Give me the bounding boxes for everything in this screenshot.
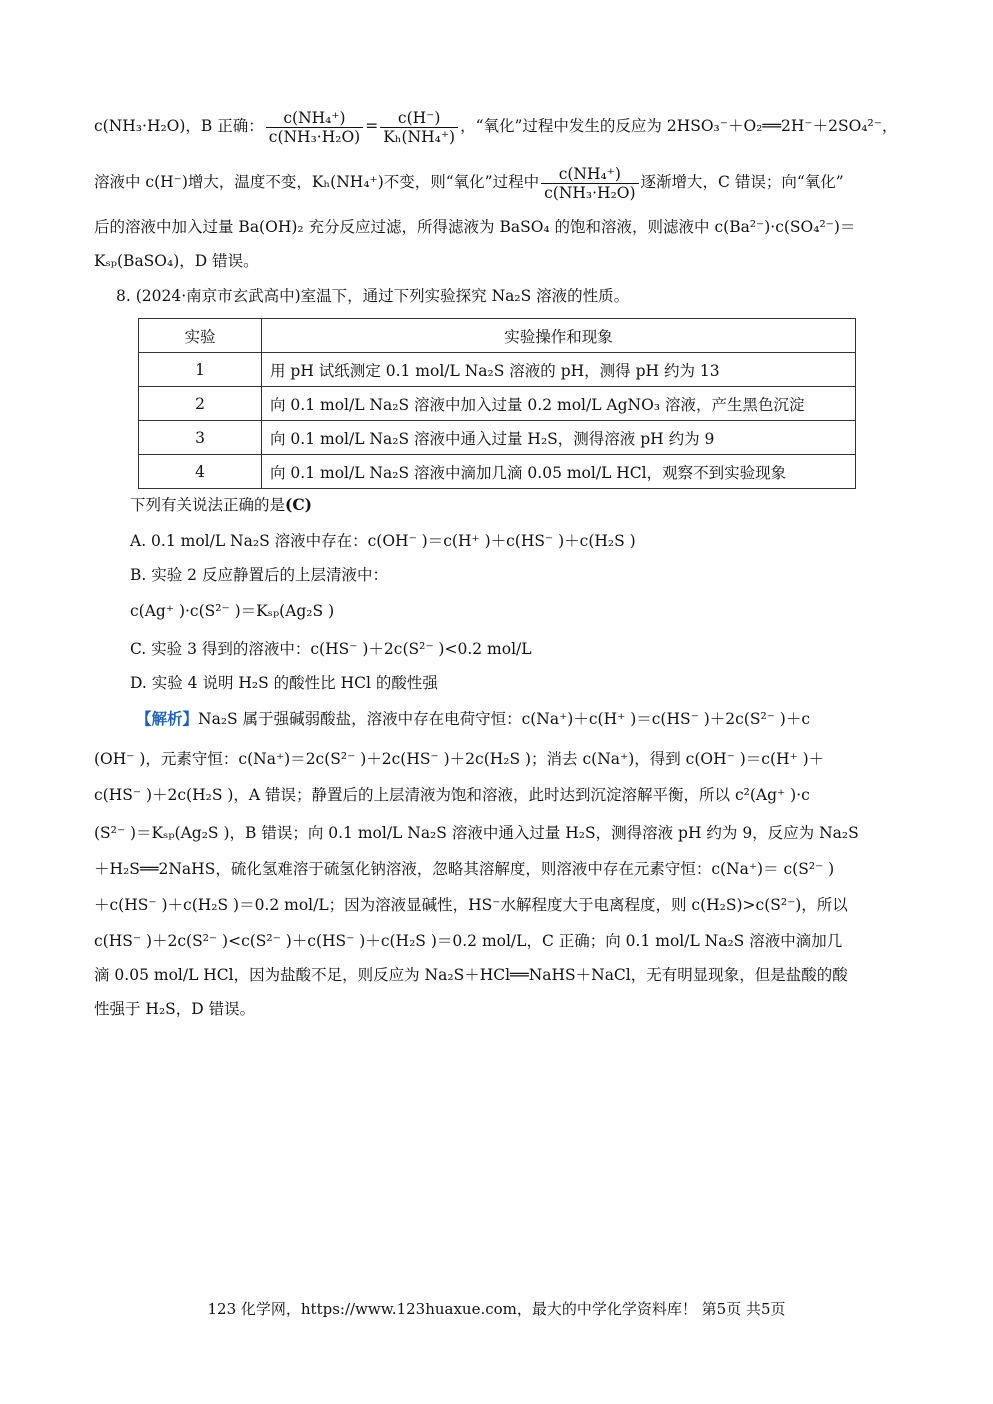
text: c(NH₃·H₂O)，B 正确： <box>94 117 264 135</box>
experiment-table <box>138 318 856 489</box>
table-header: 实验 <box>139 319 262 353</box>
analysis-line-8: 滴 0.05 mol/L HCl，因为盐酸不足，则反应为 Na₂S＋HCl══NaHS＋NaCl，无有明显现象，但是盐酸的酸 <box>94 966 848 984</box>
table-cell: 向 0.1 mol/L Na₂S 溶液中滴加几滴 0.05 mol/L HCl，观察不到实验现象 <box>262 455 856 489</box>
table-cell: 1 <box>139 353 262 387</box>
text: ，“氧化”过程中发生的反应为 2HSO₃⁻＋O₂══2H⁻＋2SO₄²⁻， <box>460 117 898 135</box>
fraction-numerator: c(NH₄⁺) <box>541 165 638 184</box>
prev-line-1 <box>94 106 906 146</box>
table-row <box>139 421 856 455</box>
fraction-denominator: c(NH₃·H₂O) <box>268 127 361 146</box>
table-row <box>139 387 856 421</box>
table-cell: 4 <box>139 455 262 489</box>
fraction-3 <box>541 165 638 202</box>
fraction-denominator: Kₕ(NH₄⁺) <box>383 127 456 146</box>
option-d: D. 实验 4 说明 H₂S 的酸性比 HCl 的酸性强 <box>130 674 438 692</box>
analysis-line-4: (S²⁻ )＝Kₛₚ(Ag₂S )，B 错误；向 0.1 mol/L Na₂S 溶液中通入过量 H₂S，测得溶液 pH 约为 9，反应为 Na₂S <box>94 824 859 842</box>
analysis-line-2: (OH⁻ )，元素守恒：c(Na⁺)＝2c(S²⁻ )＋2c(HS⁻ )＋2c(H₂S )；消去 c(Na⁺)，得到 c(OH⁻ )＝c(H⁺ )＋ <box>94 750 825 768</box>
table-header-row <box>139 319 856 353</box>
text: 溶液中 c(H⁻)增大，温度不变，Kₕ(NH₄⁺)不变，则“氧化”过程中 <box>94 173 540 191</box>
fraction-numerator: c(H⁻) <box>380 109 458 128</box>
analysis-line-9: 性强于 H₂S，D 错误。 <box>94 1000 256 1018</box>
table-header: 实验操作和现象 <box>262 319 856 353</box>
prev-line-3: 后的溶液中加入过量 Ba(OH)₂ 充分反应过滤，所得滤液为 BaSO₄ 的饱和溶液，则滤液中 c(Ba²⁻)·c(SO₄²⁻)＝ <box>94 218 856 236</box>
analysis-line-1 <box>136 708 948 730</box>
table-row <box>139 455 856 489</box>
table-cell: 向 0.1 mol/L Na₂S 溶液中通入过量 H₂S，测得溶液 pH 约为 9 <box>262 421 856 455</box>
table-cell: 用 pH 试纸测定 0.1 mol/L Na₂S 溶液的 pH，测得 pH 约为 13 <box>262 353 856 387</box>
analysis-line-7: c(HS⁻ )＋2c(S²⁻ )<c(S²⁻ )＋c(HS⁻ )＋c(H₂S )＝0.2 mol/L，C 正确；向 0.1 mol/L Na₂S 溶液中滴加几 <box>94 932 843 950</box>
fraction-1 <box>266 109 363 146</box>
analysis-line-6: ＋c(HS⁻ )＋c(H₂S )＝0.2 mol/L；因为溶液显碱性，HS⁻水解程度大于电离程度，则 c(H₂S)>c(S²⁻)，所以 <box>94 896 848 914</box>
answer-text: (C) <box>285 495 313 514</box>
prompt-text: 下列有关说法正确的是 <box>130 496 286 514</box>
page-footer: 123 化学网，https://www.123huaxue.com，最大的中学化学资料库！ 第5页 共5页 <box>207 1300 786 1318</box>
text: Na₂S 属于强碱弱酸盐，溶液中存在电荷守恒：c(Na⁺)＋c(H⁺ )＝c(HS⁻ )＋2c(S²⁻ )＋c <box>198 710 811 728</box>
fraction-2 <box>380 109 458 146</box>
analysis-tag: 【解析】 <box>136 709 199 728</box>
option-b: B. 实验 2 反应静置后的上层清液中： <box>130 566 388 584</box>
option-b-formula: c(Ag⁺ )·c(S²⁻ )＝Kₛₚ(Ag₂S ) <box>130 602 335 620</box>
table-cell: 向 0.1 mol/L Na₂S 溶液中加入过量 0.2 mol/L AgNO₃ 溶液，产生黑色沉淀 <box>262 387 856 421</box>
table-row <box>139 353 856 387</box>
prev-line-4: Kₛₚ(BaSO₄)，D 错误。 <box>94 252 259 270</box>
text: 逐渐增大，C 错误；向“氧化” <box>640 173 844 191</box>
equals: = <box>365 117 379 135</box>
option-c: C. 实验 3 得到的溶液中：c(HS⁻ )＋2c(S²⁻ )<0.2 mol/L <box>130 640 532 658</box>
prev-line-2 <box>94 162 906 202</box>
fraction-numerator: c(NH₄⁺) <box>266 109 363 128</box>
analysis-line-3: c(HS⁻ )＋2c(H₂S )，A 错误；静置后的上层清液为饱和溶液，此时达到沉淀溶解平衡，所以 c²(Ag⁺ )·c <box>94 786 810 804</box>
table-cell: 2 <box>139 387 262 421</box>
option-a: A. 0.1 mol/L Na₂S 溶液中存在：c(OH⁻ )＝c(H⁺ )＋c(HS⁻ )＋c(H₂S ) <box>130 532 636 550</box>
question-prompt <box>130 494 942 516</box>
table-cell: 3 <box>139 421 262 455</box>
question-stem: 8. (2024·南京市玄武高中)室温下，通过下列实验探究 Na₂S 溶液的性质。 <box>116 287 630 305</box>
fraction-denominator: c(NH₃·H₂O) <box>544 183 636 202</box>
analysis-line-5: ＋H₂S══2NaHS，硫化氢难溶于硫氢化钠溶液，忽略其溶解度，则溶液中存在元素守恒：c(Na⁺)＝ c(S²⁻ ) <box>94 860 835 878</box>
